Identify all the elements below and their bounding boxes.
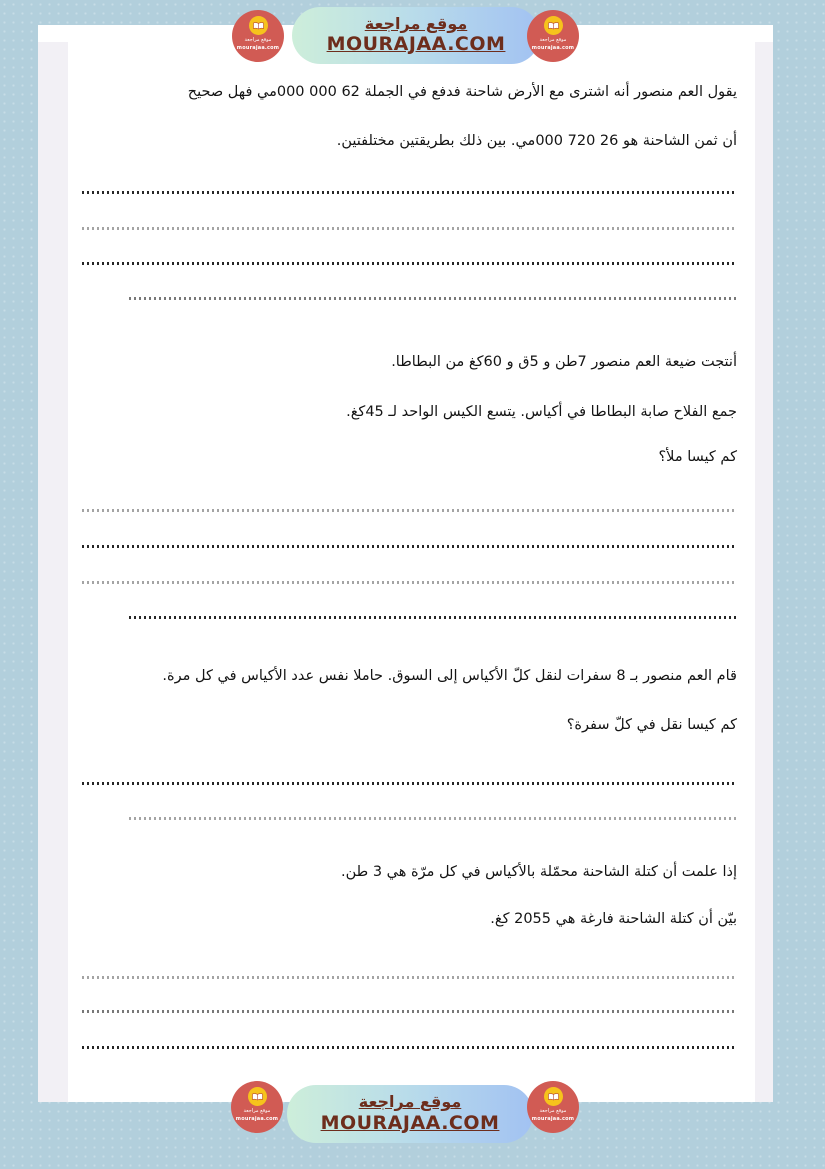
badge-domain-text: mourajaa.com [236,44,280,51]
question-3-line-1: قام العم منصور بـ 8 سفرات لنقل كلّ الأكياس إلى السوق. حاملا نفس عدد الأكياس في كل مرة. [162,668,737,684]
answer-dotted-line [82,782,737,785]
header-site-domain: MOURAJAA.COM [326,33,506,56]
answer-dotted-line [82,581,737,584]
answer-dotted-line [82,976,737,979]
question-1-line-2: أن ثمن الشاحنة هو 26 720 000مي. بين ذلك بطريقتين مختلفتين. [336,133,737,149]
answer-dotted-line [82,1010,737,1013]
footer-site-banner [287,1085,533,1143]
question-1-line-1: يقول العم منصور أنه اشترى مع الأرض شاحنة فدفع في الجملة 62 000 000مي فهل صحيح [187,84,737,100]
question-4-line-1: إذا علمت أن كتلة الشاحنة محمّلة بالأكياس في كل مرّة هي 3 طن. [341,864,737,880]
header-right-site-badge [527,10,579,62]
answer-dotted-line [129,297,737,300]
answer-dotted-line [129,616,737,619]
answer-dotted-line [82,1046,737,1049]
book-logo-icon [544,1087,563,1106]
badge-title-arabic: موقع مراجعة [244,37,272,43]
question-3-line-2: كم كيسا نقل في كلّ سفرة؟ [566,717,737,733]
book-logo-icon [544,16,563,35]
answer-dotted-line [82,227,737,230]
open-book-icon [253,22,264,30]
footer-site-title-arabic: موقع مراجعة [358,1092,462,1112]
badge-title-arabic: موقع مراجعة [539,1108,567,1114]
question-4-line-2: بيّن أن كتلة الشاحنة فارغة هي 2055 كغ. [490,911,737,927]
open-book-icon [548,1093,559,1101]
book-logo-icon [249,16,268,35]
answer-dotted-line [82,509,737,512]
question-2-line-2: جمع الفلاح صابة البطاطا في أكياس. يتسع الكيس الواحد لـ 45كغ. [346,404,737,420]
header-site-title-arabic: موقع مراجعة [364,13,468,33]
question-2-line-1: أنتجت ضيعة العم منصور 7طن و 5ق و 60كغ من البطاطا. [391,354,737,370]
badge-domain-text: mourajaa.com [235,1115,279,1122]
footer-site-domain: MOURAJAA.COM [320,1111,500,1134]
question-2-line-3: كم كيسا ملأ؟ [658,449,737,465]
badge-title-arabic: موقع مراجعة [243,1108,271,1114]
answer-dotted-line [82,545,737,548]
open-book-icon [252,1093,263,1101]
badge-domain-text: mourajaa.com [531,44,575,51]
answer-dotted-line [82,191,737,194]
answer-dotted-line [129,817,737,820]
open-book-icon [548,22,559,30]
book-logo-icon [248,1087,267,1106]
document-sheet [38,25,773,1102]
footer-left-site-badge [231,1081,283,1133]
badge-title-arabic: موقع مراجعة [539,37,567,43]
footer-right-site-badge [527,1081,579,1133]
sheet-left-edge-shading [38,42,68,1102]
header-left-site-badge [232,10,284,62]
sheet-right-edge-shading [755,42,773,1102]
header-site-banner [292,7,540,64]
answer-dotted-line [82,262,737,265]
badge-domain-text: mourajaa.com [531,1115,575,1122]
